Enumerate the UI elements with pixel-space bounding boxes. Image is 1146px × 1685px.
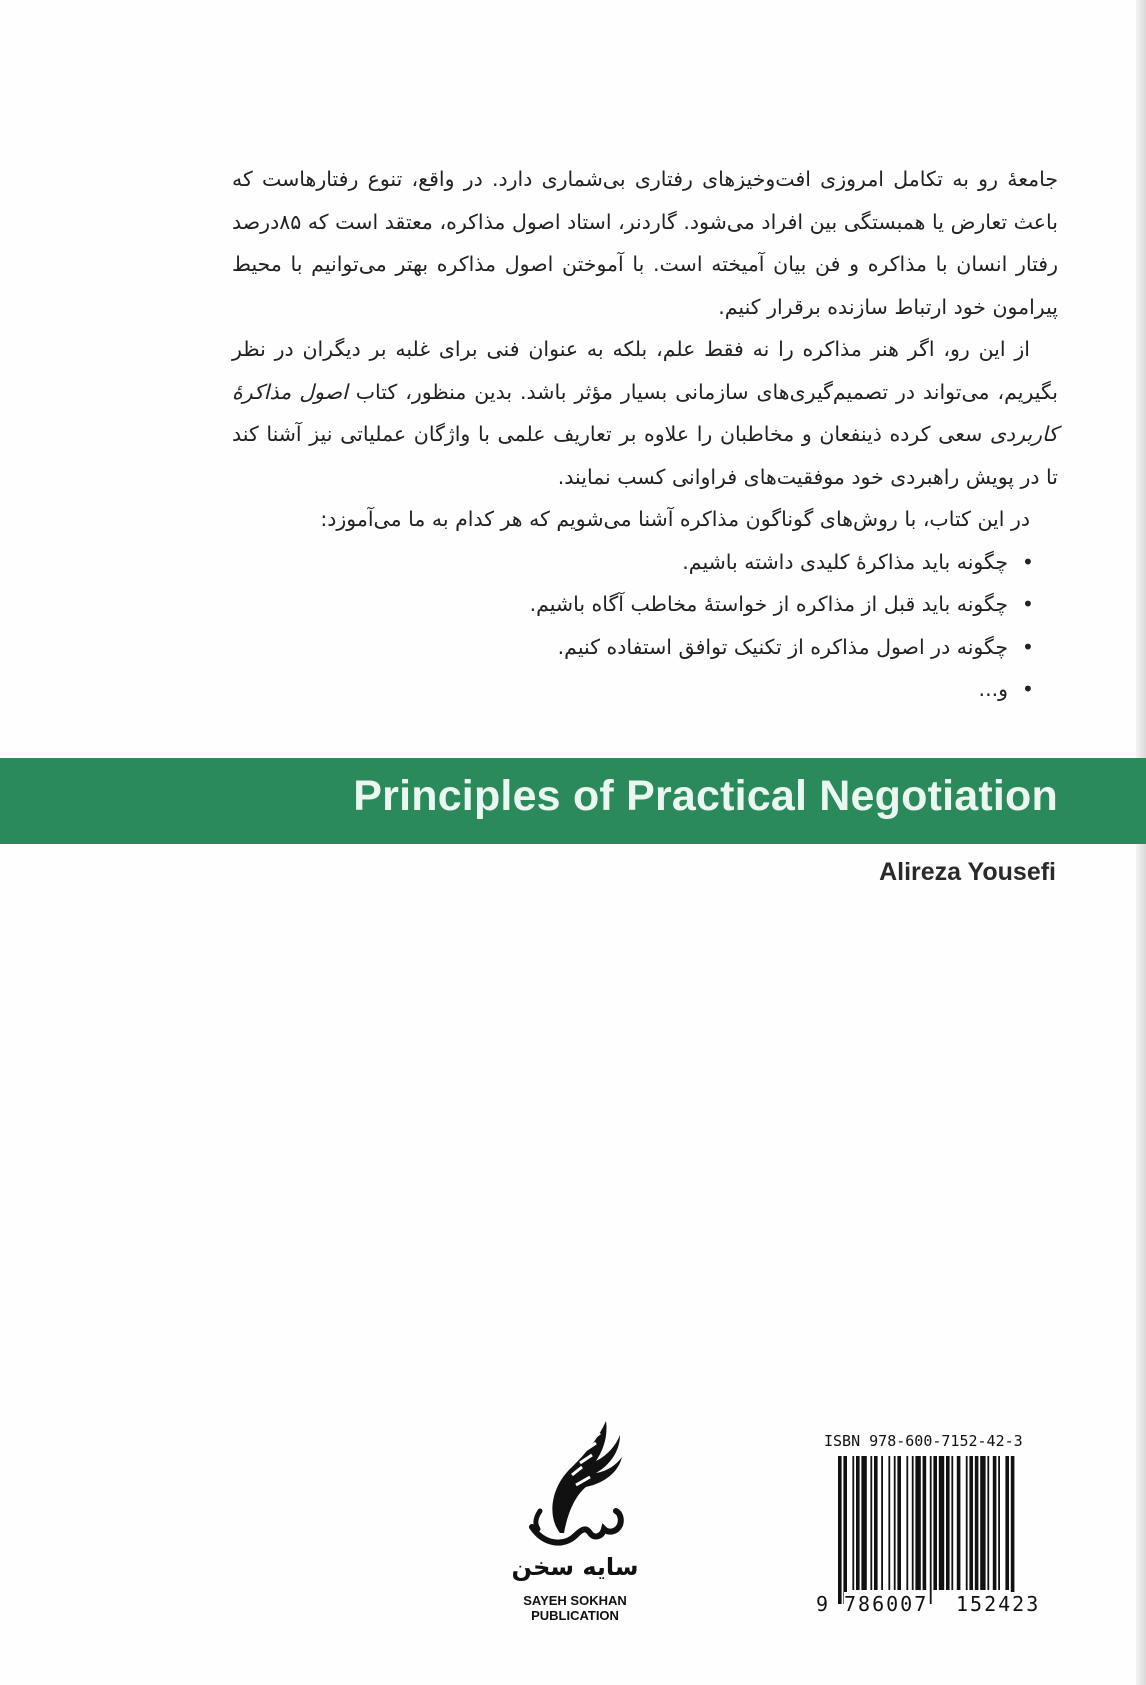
barcode-bar xyxy=(881,1456,883,1590)
barcode-bar xyxy=(852,1456,854,1590)
barcode-bar xyxy=(906,1456,908,1590)
barcode-bar xyxy=(946,1456,950,1590)
blurb-text xyxy=(232,158,1058,711)
publisher-name-line2: PUBLICATION xyxy=(531,1608,619,1623)
barcode-bar xyxy=(856,1456,860,1590)
blurb-paragraph-2-start: از این رو، اگر هنر مذاکره را نه فقط علم، بلکه به عنوان فنی برای غلبه بر دیگران در نظر بگیریم، می‌تواند در تصمیم‌گیری‌های سازمانی بسیار مؤثر باشد. بدین منظور، کتاب xyxy=(232,337,1058,404)
barcode-bar xyxy=(843,1456,847,1604)
barcode-bar xyxy=(897,1456,901,1590)
barcode-bar xyxy=(870,1456,872,1590)
book-title-italic: اصول مذاکرهٔ کاربردی xyxy=(232,379,1058,446)
publisher-name-line1: SAYEH SOKHAN xyxy=(523,1593,627,1608)
publisher-logo xyxy=(510,1415,640,1630)
title-band xyxy=(0,758,1146,844)
quill-icon xyxy=(524,1415,634,1555)
barcode-bar xyxy=(888,1456,890,1590)
list-item: • چگونه باید قبل از مذاکره از خواستهٔ مخاطب آگاه باشیم. xyxy=(232,583,1034,626)
barcode-bar xyxy=(861,1456,866,1590)
barcode-bar xyxy=(966,1456,968,1590)
isbn-barcode xyxy=(816,1432,1066,1618)
blurb-paragraph-1: جامعهٔ رو به تکامل امروزی افت‌وخیزهای رفتاری بی‌شماری دارد. در واقع، تنوع رفتارهاست که باعث تعارض یا همبستگی بین افراد می‌شود. گاردنر، استاد اصول مذاکره، معتقد است که ۸۵درصد رفتار انسان با مذاکره و فن بیان آمیخته است. با آموختن اصول مذاکره بهتر می‌توانیم با محیط پیرامون خود ارتباط سازنده برقرار کنیم. xyxy=(232,167,1058,319)
barcode-bar xyxy=(980,1456,985,1590)
publisher-name-english xyxy=(510,1593,640,1623)
english-title: Principles of Practical Negotiation xyxy=(353,772,1058,820)
blurb-paragraph-2 xyxy=(232,328,1058,498)
list-item: • چگونه در اصول مذاکره از تکنیک توافق استفاده کنیم. xyxy=(232,626,1034,669)
barcode-bar xyxy=(930,1456,932,1604)
barcode-bar xyxy=(987,1456,989,1590)
author-name: Alireza Yousefi xyxy=(879,858,1056,886)
list-item: • و... xyxy=(232,668,1034,711)
list-item: • چگونه باید مذاکرهٔ کلیدی داشته باشیم. xyxy=(232,541,1034,584)
barcode-bar xyxy=(993,1456,997,1590)
barcode-icon xyxy=(816,1456,1066,1606)
blurb-paragraph-3: در این کتاب، با روش‌های گوناگون مذاکره آشنا می‌شویم که هر کدام به ما می‌آموزد: xyxy=(320,507,1030,531)
barcode-bar xyxy=(939,1456,944,1590)
barcode-bar xyxy=(957,1456,961,1590)
barcode-digits xyxy=(816,1592,1066,1616)
barcode-bar xyxy=(998,1456,1000,1590)
barcode-first-digit: 9 xyxy=(816,1592,829,1616)
barcode-right-digits: 152423 xyxy=(956,1592,1041,1616)
barcode-bar xyxy=(1005,1456,1009,1590)
barcode-bar xyxy=(975,1456,979,1590)
barcode-bar xyxy=(1011,1456,1015,1604)
barcode-bar xyxy=(951,1456,953,1590)
barcode-bar xyxy=(838,1456,842,1604)
bullet-list xyxy=(232,541,1058,711)
barcode-bar xyxy=(969,1456,973,1590)
barcode-bar xyxy=(915,1456,920,1590)
barcode-bar xyxy=(933,1456,937,1590)
barcode-bar xyxy=(923,1456,927,1590)
barcode-bar xyxy=(874,1456,878,1590)
barcode-left-digits: 786007 xyxy=(844,1592,929,1616)
barcode-bar xyxy=(912,1456,914,1590)
isbn-label: ISBN 978-600-7152-42-3 xyxy=(824,1432,1023,1450)
barcode-bar xyxy=(894,1456,896,1590)
blurb-paragraph-2-end: سعی کرده ذینفعان و مخاطبان را علاوه بر تعاریف علمی با واژگان عملیاتی نیز آشنا کند تا در پویش راهبردی خود موفقیت‌های فراوانی کسب نمایند. xyxy=(232,422,1058,489)
publisher-name-persian: سایه سخن xyxy=(511,1553,639,1581)
